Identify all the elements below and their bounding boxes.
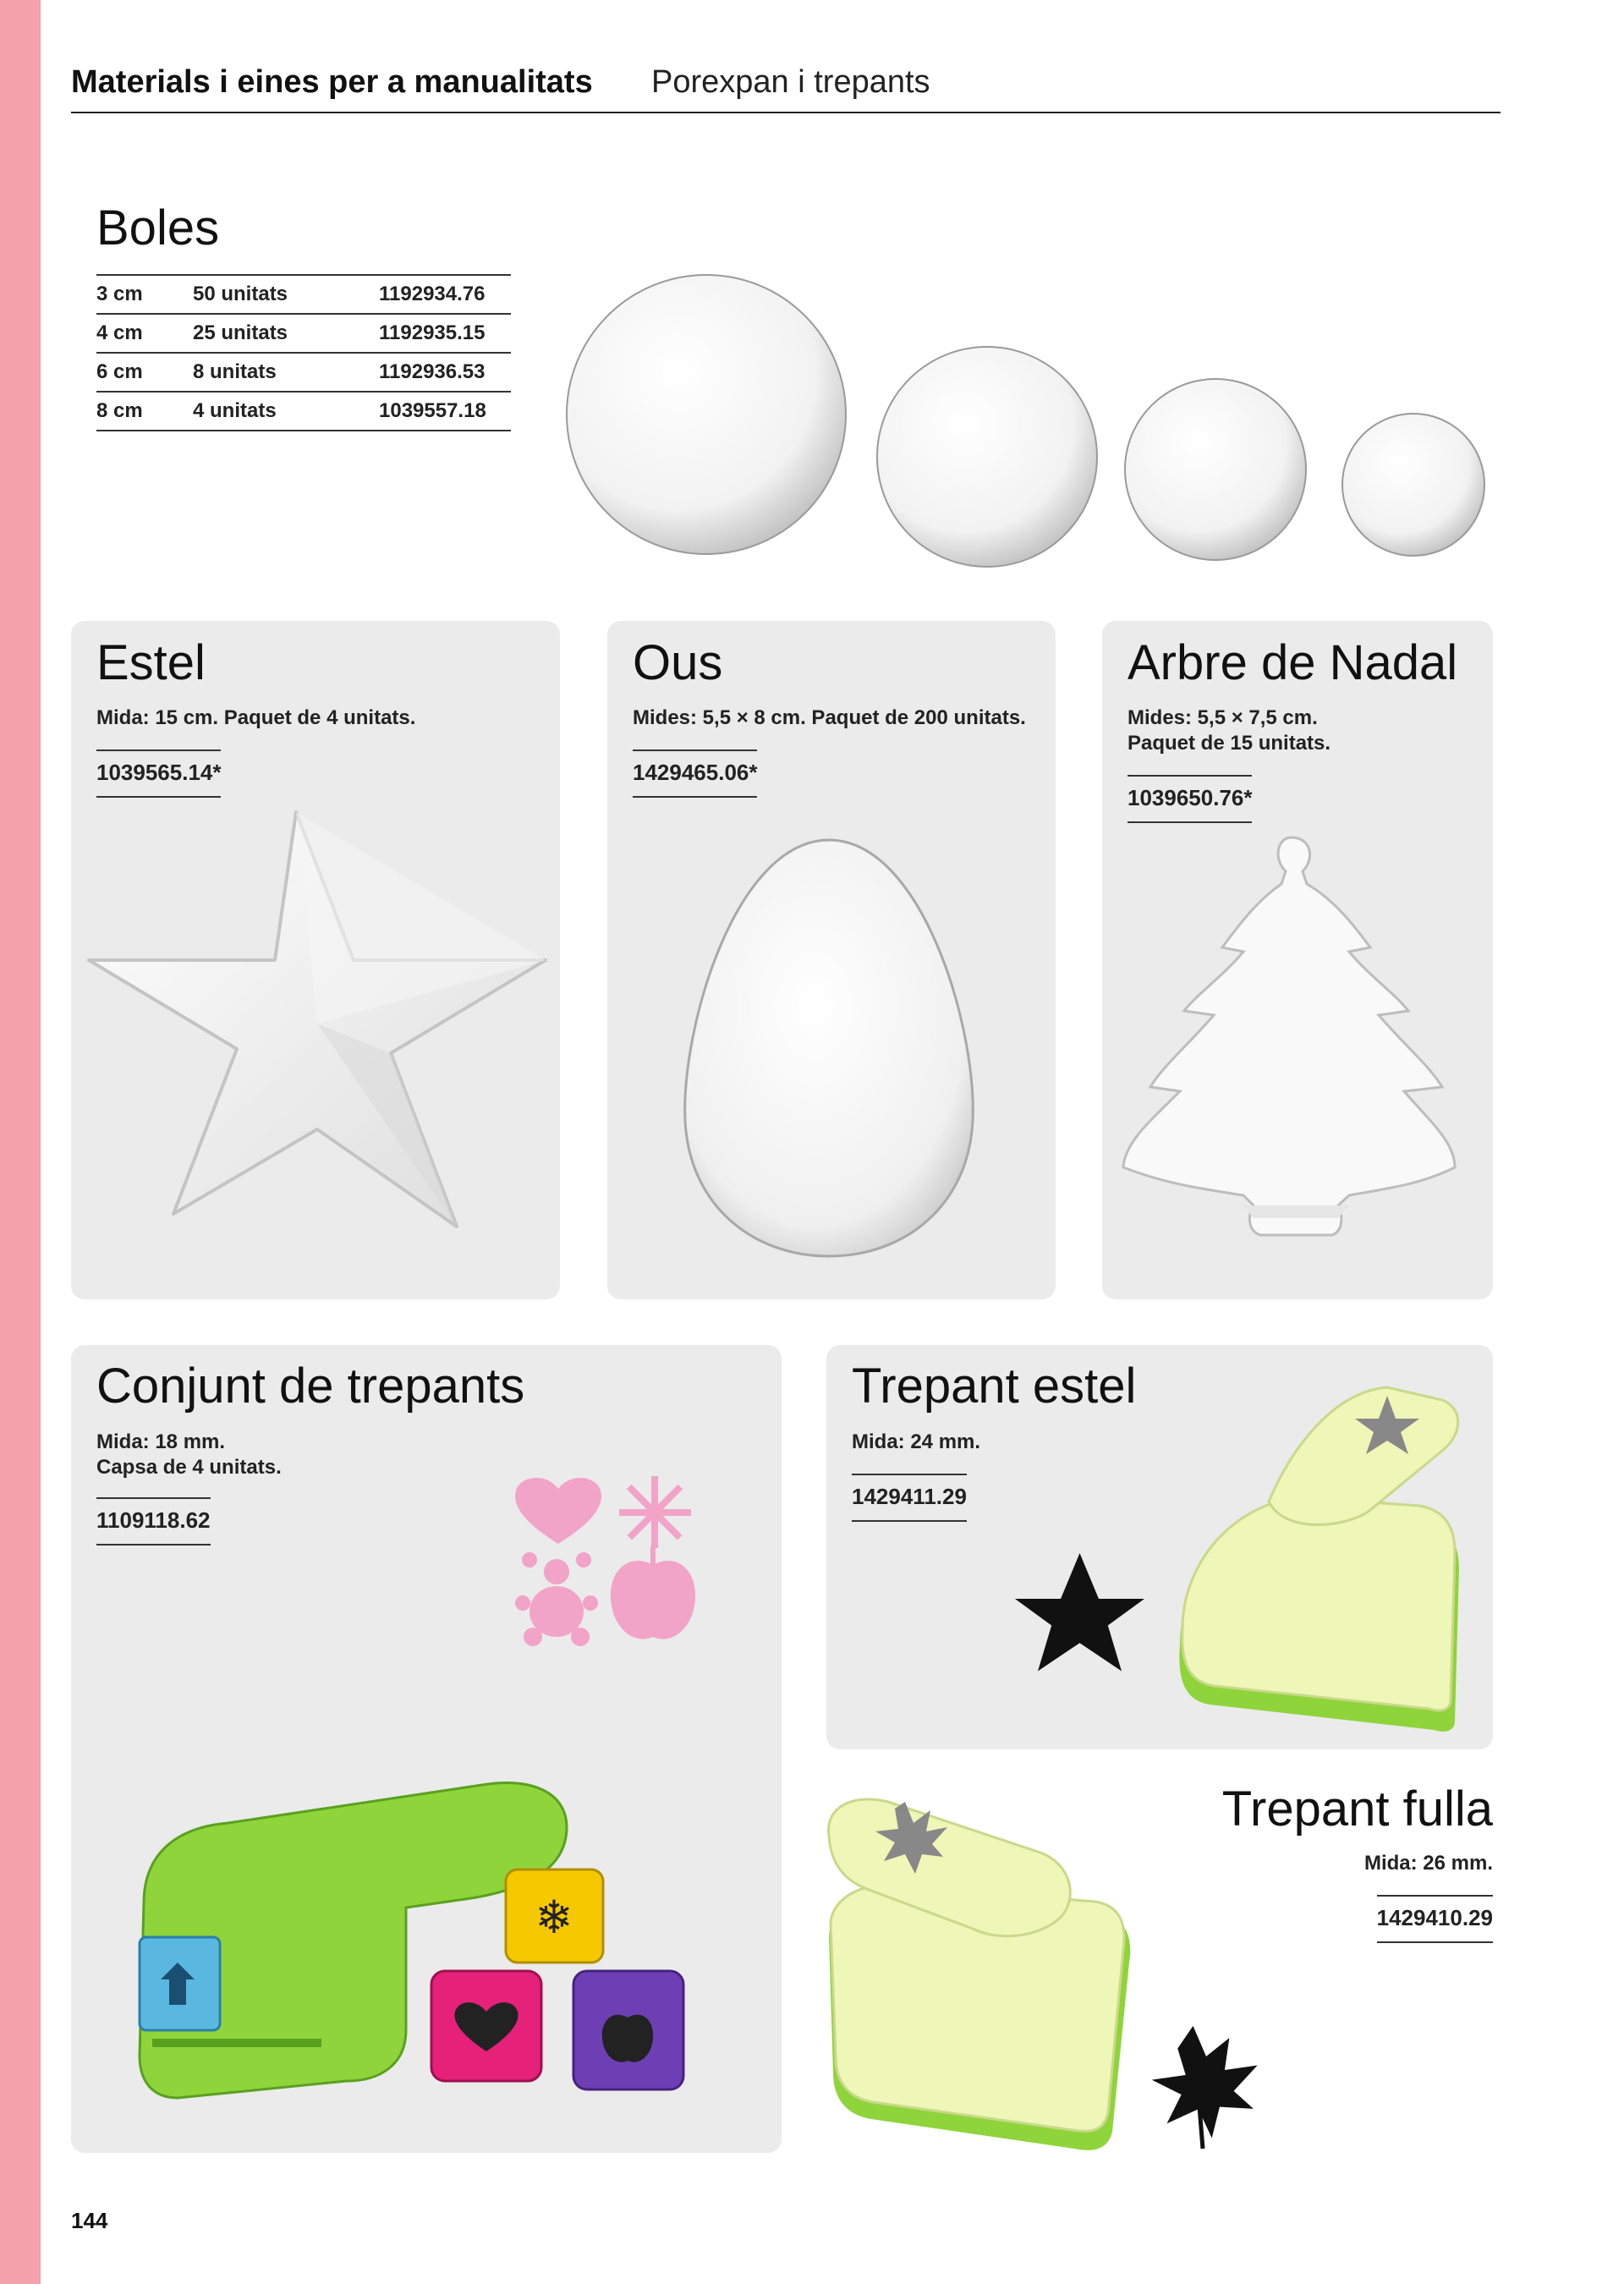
trepant-estel-desc: Mida: 24 mm. xyxy=(852,1430,981,1453)
punched-shapes-image xyxy=(508,1472,702,1650)
qty-cell: 25 unitats xyxy=(193,314,379,353)
code-cell: 1192936.53 xyxy=(379,353,511,392)
svg-text:❄: ❄ xyxy=(535,1892,573,1943)
page-header xyxy=(71,61,1501,113)
conjunt-code: 1109118.62 xyxy=(96,1507,211,1539)
black-star-shape xyxy=(1015,1553,1144,1672)
styrofoam-tree-image xyxy=(1116,833,1472,1265)
boles-title: Boles xyxy=(96,200,220,255)
ous-code: 1429465.06* xyxy=(633,760,757,791)
trepant-estel-code: 1429411.29 xyxy=(852,1484,967,1515)
size-cell: 6 cm xyxy=(96,353,193,392)
ball-8cm xyxy=(567,275,846,554)
arbre-code: 1039650.76* xyxy=(1127,785,1252,816)
bear-shape xyxy=(515,1552,598,1646)
qty-cell: 4 unitats xyxy=(193,392,379,431)
trepant-fulla-code: 1429410.29 xyxy=(1377,1905,1493,1936)
page-number: 144 xyxy=(71,2208,108,2233)
trepant-fulla-title: Trepant fulla xyxy=(1221,1782,1493,1837)
arbre-desc: Mides: 5,5 × 7,5 cm. Paquet de 15 unitats. xyxy=(1127,706,1331,755)
size-cell: 8 cm xyxy=(96,392,193,431)
heart-shape xyxy=(515,1478,601,1544)
table-row xyxy=(96,275,511,314)
ball-6cm xyxy=(877,347,1097,567)
black-leaf-shape xyxy=(1159,2030,1252,2149)
star-punch-image xyxy=(1015,1366,1472,1738)
snowflake-shape xyxy=(619,1476,691,1548)
qty-cell: 50 unitats xyxy=(193,275,379,314)
styrofoam-star-image xyxy=(85,804,558,1277)
table-row xyxy=(96,392,511,431)
apple-shape xyxy=(611,1546,695,1639)
qty-cell: 8 unitats xyxy=(193,353,379,392)
conjunt-title: Conjunt de trepants xyxy=(96,1359,525,1414)
table-row xyxy=(96,353,511,392)
styrofoam-balls-image xyxy=(558,262,1506,575)
table-row xyxy=(96,314,511,353)
size-cell: 3 cm xyxy=(96,275,193,314)
code-cell: 1192935.15 xyxy=(379,314,511,353)
ous-desc: Mides: 5,5 × 8 cm. Paquet de 200 unitats. xyxy=(633,706,1026,729)
size-cell: 4 cm xyxy=(96,314,193,353)
side-accent-bar xyxy=(0,0,41,2284)
boles-table xyxy=(96,274,511,431)
arbre-title: Arbre de Nadal xyxy=(1127,635,1458,690)
ous-title: Ous xyxy=(633,635,723,690)
estel-code: 1039565.14* xyxy=(96,760,221,791)
section-subtitle: Porexpan i trepants xyxy=(651,64,930,100)
ball-4cm xyxy=(1125,379,1306,560)
code-cell: 1192934.76 xyxy=(379,275,511,314)
estel-desc: Mida: 15 cm. Paquet de 4 unitats. xyxy=(96,706,416,729)
trepant-estel-title: Trepant estel xyxy=(852,1359,1137,1414)
estel-title: Estel xyxy=(96,635,206,690)
trepant-fulla-desc: Mida: 26 mm. xyxy=(1363,1852,1493,1875)
ball-3cm xyxy=(1342,414,1484,556)
conjunt-desc: Mida: 18 mm. Capsa de 4 unitats. xyxy=(96,1430,282,1479)
section-title: Materials i eines per a manualitats xyxy=(71,64,593,100)
punch-set-image xyxy=(127,1726,719,2132)
leaf-punch-image xyxy=(820,1785,1277,2157)
styrofoam-egg-image xyxy=(677,833,981,1265)
code-cell: 1039557.18 xyxy=(379,392,511,431)
